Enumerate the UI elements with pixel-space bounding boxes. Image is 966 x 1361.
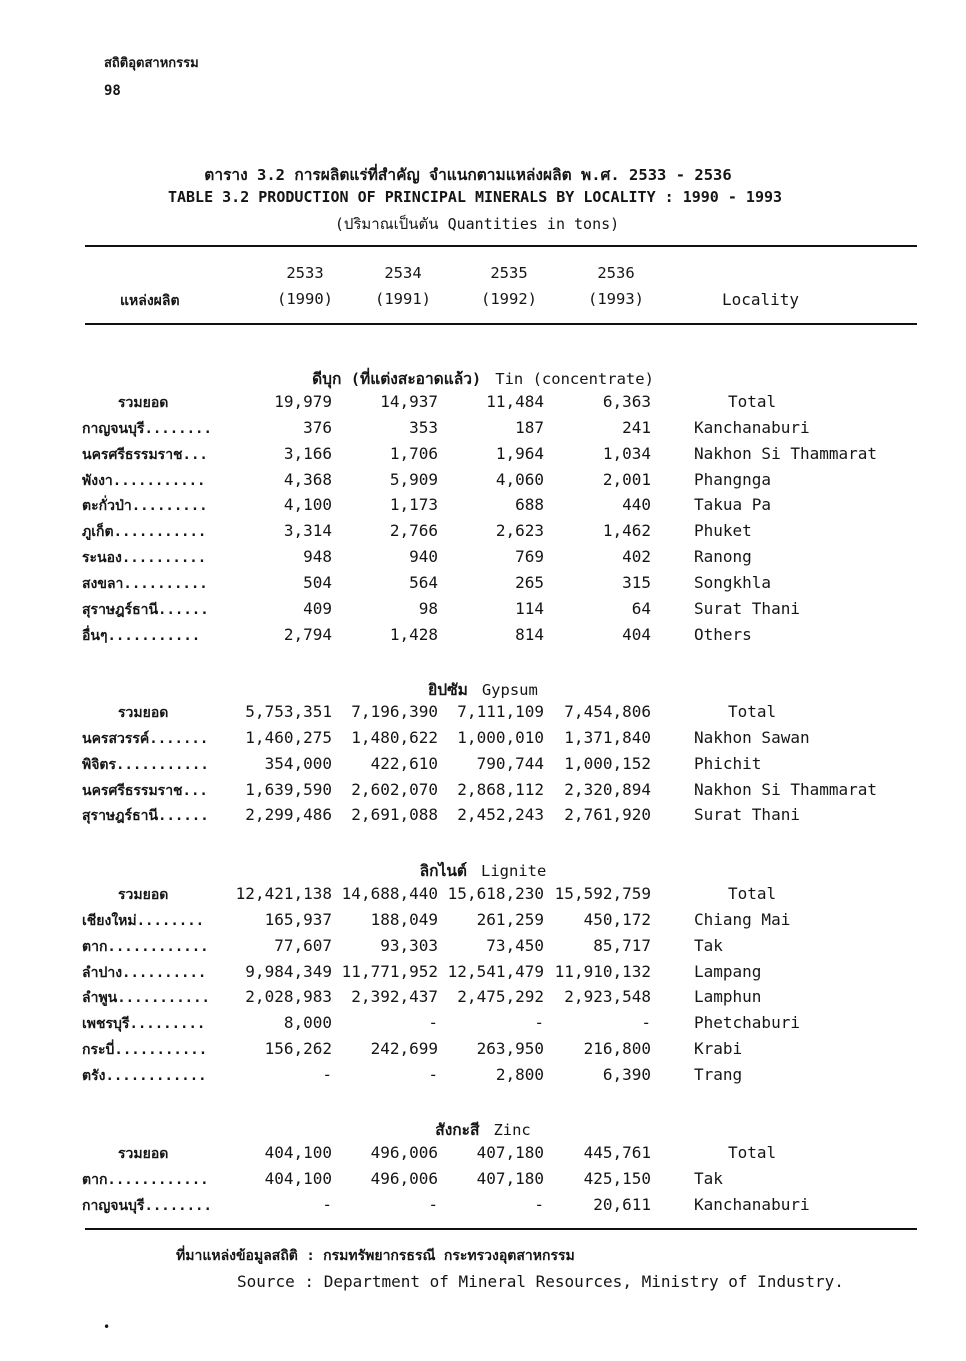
cell-value-2: 1,428 [389,624,438,644]
table-row [0,1065,966,1089]
cell-value-3: 2,800 [495,1064,544,1084]
cell-value-1: 376 [303,417,332,437]
cell-value-4: 7,454,806 [564,702,651,721]
cell-value-1: 404,100 [264,1168,332,1188]
cell-value-4: 445,761 [583,1143,651,1162]
row-locality-english: Tak [694,935,723,955]
cell-value-1: 77,607 [274,935,332,955]
table-row [0,599,966,623]
row-locality-thai: ตาก............ [82,938,209,955]
table-total-row [0,884,966,908]
cell-value-3: 1,964 [495,443,544,463]
source-note-english: Source : Department of Mineral Resources, Ministry of Industry. [237,1272,844,1291]
cell-value-1: 8,000 [283,1013,332,1033]
row-locality-english: Phuket [694,521,752,541]
cell-value-1: - [322,1064,332,1084]
table-row [0,418,966,442]
cell-value-1: 9,984,349 [245,961,332,981]
row-locality-english: Kanchanaburi [694,417,810,437]
cell-value-4: 2,320,894 [564,779,651,799]
row-locality-thai: นครศรีธรรมราช... [82,446,208,463]
cell-value-4: 1,000,152 [564,753,651,773]
cell-value-1: - [322,1194,332,1214]
row-locality-thai: รวมยอด [118,1146,169,1162]
table-title-english: TABLE 3.2 PRODUCTION OF PRINCIPAL MINERALS BY LOCALITY : 1990 - 1993 [167,188,783,206]
row-locality-thai: ตาก............ [82,1171,209,1188]
table-row [0,495,966,519]
column-header-year-thai-3: 2535 [490,264,528,282]
table-row [0,936,966,960]
cell-value-3: 769 [515,547,544,567]
table-unit-note: (ปริมาณเป็นตัน Quantities in tons) [334,215,620,233]
cell-value-4: 2,923,548 [564,987,651,1007]
table-row [0,521,966,545]
section-title-english: Lignite [481,862,547,880]
column-header-locality-thai: แหล่งผลิต [120,293,180,309]
row-locality-english: Takua Pa [694,495,772,515]
page-number: 98 [104,83,121,99]
cell-value-4: 315 [622,572,651,592]
table-row [0,728,966,752]
cell-value-1: 3,166 [283,443,332,463]
cell-value-1: 2,028,983 [245,987,332,1007]
cell-value-4: 6,363 [602,392,651,411]
source-note-thai: ที่มาแหล่งข้อมูลสถิติ : กรมทรัพยากรธรณี กระทรวงอุตสาหกรรม [176,1248,575,1264]
row-locality-english: Tak [694,1168,723,1188]
cell-value-4: 15,592,759 [554,884,651,903]
row-locality-english: Surat Thani [694,805,800,825]
table-row [0,780,966,804]
cell-value-1: 2,299,486 [245,805,332,825]
row-locality-english: Trang [694,1064,743,1084]
section-title [0,858,966,883]
cell-value-2: 2,766 [389,521,438,541]
row-locality-thai: พิจิตร........... [82,756,209,773]
column-header-locality: Locality [722,290,800,309]
cell-value-2: 353 [409,417,438,437]
cell-value-2: 188,049 [370,909,438,929]
cell-value-2: 2,691,088 [351,805,438,825]
row-locality-thai: ตะกั่วป่า......... [82,498,208,515]
cell-value-1: 5,753,351 [245,702,332,721]
cell-value-1: 404,100 [264,1143,332,1162]
cell-value-1: 354,000 [264,753,332,773]
cell-value-3: - [534,1013,544,1033]
cell-value-3: - [534,1194,544,1214]
cell-value-2: 496,006 [370,1168,438,1188]
table-row [0,1169,966,1193]
row-locality-english: Phetchaburi [694,1013,800,1033]
table-row [0,470,966,494]
cell-value-2: 496,006 [370,1143,438,1162]
table-row [0,1195,966,1219]
row-locality-thai: ภูเก็ต........... [82,524,207,541]
cell-value-2: - [428,1064,438,1084]
cell-value-3: 407,180 [476,1168,544,1188]
section-title-thai: ลิกไนต์ [419,862,467,880]
row-locality-thai: เพชรบุรี......... [82,1016,206,1033]
cell-value-4: 402 [622,547,651,567]
cell-value-4: 216,800 [583,1039,651,1059]
cell-value-4: 11,910,132 [554,961,651,981]
cell-value-2: - [428,1194,438,1214]
row-locality-english: Kanchanaburi [694,1194,810,1214]
cell-value-4: 425,150 [583,1168,651,1188]
table-bottom-rule [85,1228,917,1230]
cell-value-4: 1,462 [602,521,651,541]
cell-value-2: 422,610 [370,753,438,773]
cell-value-3: 2,868,112 [457,779,544,799]
table-row [0,625,966,649]
cell-value-3: 11,484 [486,392,544,411]
row-locality-thai: รวมยอด [118,705,169,721]
cell-value-3: 114 [515,598,544,618]
cell-value-3: 2,475,292 [457,987,544,1007]
cell-value-1: 19,979 [274,392,332,411]
row-locality-thai: กาญจนบุรี........ [82,420,212,437]
table-row [0,754,966,778]
table-row [0,444,966,468]
row-locality-english: Lampang [694,961,762,981]
row-locality-thai: กระบี่........... [82,1042,208,1059]
cell-value-2: 11,771,952 [341,961,438,981]
cell-value-4: 2,761,920 [564,805,651,825]
cell-value-2: 2,602,070 [351,779,438,799]
cell-value-2: 93,303 [380,935,438,955]
cell-value-4: 450,172 [583,909,651,929]
row-locality-english: Total [728,392,777,411]
cell-value-3: 407,180 [476,1143,544,1162]
row-locality-thai: นครสวรรค์....... [82,730,209,747]
cell-value-4: 2,001 [602,469,651,489]
cell-value-3: 2,623 [495,521,544,541]
row-locality-thai: สุราษฎร์ธานี...... [82,601,209,618]
row-locality-thai: พังงา........... [82,472,206,489]
row-locality-english: Phangnga [694,469,772,489]
row-locality-english: Lamphun [694,987,762,1007]
row-locality-english: Nakhon Si Thammarat [694,779,878,799]
cell-value-1: 165,937 [264,909,332,929]
cell-value-2: 5,909 [389,469,438,489]
section-title-thai: สังกะสี [435,1121,480,1139]
table-row [0,805,966,829]
table-title-thai: ตาราง 3.2 การผลิตแร่ที่สำคัญ จำแนกตามแหล่งผลิต พ.ศ. 2533 - 2536 [204,166,732,184]
cell-value-2: 564 [409,572,438,592]
table-row [0,547,966,571]
section-title-english: Tin (concentrate) [495,370,654,388]
row-locality-thai: เชียงใหม่........ [82,912,205,929]
cell-value-1: 4,100 [283,495,332,515]
row-locality-thai: ลำพูน........... [82,990,210,1007]
table-top-rule [85,245,917,247]
cell-value-2: 2,392,437 [351,987,438,1007]
cell-value-2: 14,937 [380,392,438,411]
document-header-label: สถิติอุตสาหกรรม [104,56,199,71]
cell-value-2: 1,706 [389,443,438,463]
cell-value-3: 187 [515,417,544,437]
section-title-thai: ดีบุก (ที่แต่งสะอาดแล้ว) [312,370,482,388]
cell-value-2: 1,173 [389,495,438,515]
cell-value-4: 6,390 [602,1064,651,1084]
section-title-english: Gypsum [481,681,538,699]
page-mark: • [103,1320,111,1334]
row-locality-thai: ลำปาง.......... [82,964,207,981]
column-header-year-greg-4: (1993) [588,290,644,308]
table-row [0,1039,966,1063]
section-title-thai: ยิปซัม [428,681,468,699]
cell-value-1: 2,794 [283,624,332,644]
table-row [0,573,966,597]
cell-value-1: 409 [303,598,332,618]
cell-value-4: 440 [622,495,651,515]
row-locality-thai: กาญจนบุรี........ [82,1197,212,1214]
row-locality-english: Phichit [694,753,762,773]
cell-value-4: 1,034 [602,443,651,463]
row-locality-english: Total [728,884,777,903]
cell-value-3: 15,618,230 [447,884,544,903]
cell-value-2: 1,480,622 [351,727,438,747]
cell-value-3: 688 [515,495,544,515]
row-locality-english: Nakhon Si Thammarat [694,443,878,463]
cell-value-1: 3,314 [283,521,332,541]
cell-value-3: 12,541,479 [447,961,544,981]
row-locality-thai: ตรัง............ [82,1067,207,1084]
cell-value-3: 790,744 [476,753,544,773]
row-locality-english: Total [728,702,777,721]
section-title [0,366,966,391]
cell-value-3: 4,060 [495,469,544,489]
section-title [0,1117,966,1142]
table-total-row [0,392,966,416]
cell-value-3: 814 [515,624,544,644]
table-total-row [0,1143,966,1167]
cell-value-1: 1,460,275 [245,727,332,747]
cell-value-4: 241 [622,417,651,437]
cell-value-1: 504 [303,572,332,592]
cell-value-4: 20,611 [593,1194,651,1214]
column-header-year-thai-1: 2533 [286,264,324,282]
column-header-year-greg-1: (1990) [277,290,333,308]
cell-value-2: - [428,1013,438,1033]
row-locality-english: Chiang Mai [694,909,791,929]
table-row [0,962,966,986]
row-locality-thai: ระนอง.......... [82,550,207,567]
row-locality-english: Surat Thani [694,598,800,618]
cell-value-3: 2,452,243 [457,805,544,825]
cell-value-1: 156,262 [264,1039,332,1059]
row-locality-english: Total [728,1143,777,1162]
row-locality-thai: สงขลา.......... [82,575,208,592]
column-header-year-greg-3: (1992) [481,290,537,308]
cell-value-3: 1,000,010 [457,727,544,747]
cell-value-2: 14,688,440 [341,884,438,903]
row-locality-thai: สุราษฎร์ธานี...... [82,808,209,825]
cell-value-2: 7,196,390 [351,702,438,721]
cell-value-1: 12,421,138 [235,884,332,903]
row-locality-thai: นครศรีธรรมราช... [82,782,208,799]
cell-value-2: 242,699 [370,1039,438,1059]
cell-value-3: 265 [515,572,544,592]
row-locality-english: Others [694,624,752,644]
row-locality-thai: อื่นๆ........... [82,627,201,644]
row-locality-english: Krabi [694,1039,743,1059]
cell-value-4: 85,717 [593,935,651,955]
column-header-year-greg-2: (1991) [375,290,431,308]
column-header-year-thai-4: 2536 [597,264,635,282]
row-locality-thai: รวมยอด [118,395,169,411]
cell-value-3: 261,259 [476,909,544,929]
table-row [0,987,966,1011]
cell-value-4: 64 [631,598,651,618]
cell-value-4: 1,371,840 [564,727,651,747]
cell-value-2: 940 [409,547,438,567]
table-header-rule [85,323,917,325]
cell-value-4: - [641,1013,651,1033]
section-title [0,677,966,702]
row-locality-english: Ranong [694,547,752,567]
table-row [0,1013,966,1037]
cell-value-3: 263,950 [476,1039,544,1059]
cell-value-1: 4,368 [283,469,332,489]
row-locality-english: Songkhla [694,572,772,592]
cell-value-3: 7,111,109 [457,702,544,721]
cell-value-2: 98 [418,598,438,618]
column-header-year-thai-2: 2534 [384,264,422,282]
row-locality-thai: รวมยอด [118,887,169,903]
cell-value-1: 948 [303,547,332,567]
section-title-english: Zinc [493,1121,531,1139]
row-locality-english: Nakhon Sawan [694,727,810,747]
table-total-row [0,702,966,726]
table-row [0,910,966,934]
cell-value-4: 404 [622,624,651,644]
cell-value-1: 1,639,590 [245,779,332,799]
cell-value-3: 73,450 [486,935,544,955]
